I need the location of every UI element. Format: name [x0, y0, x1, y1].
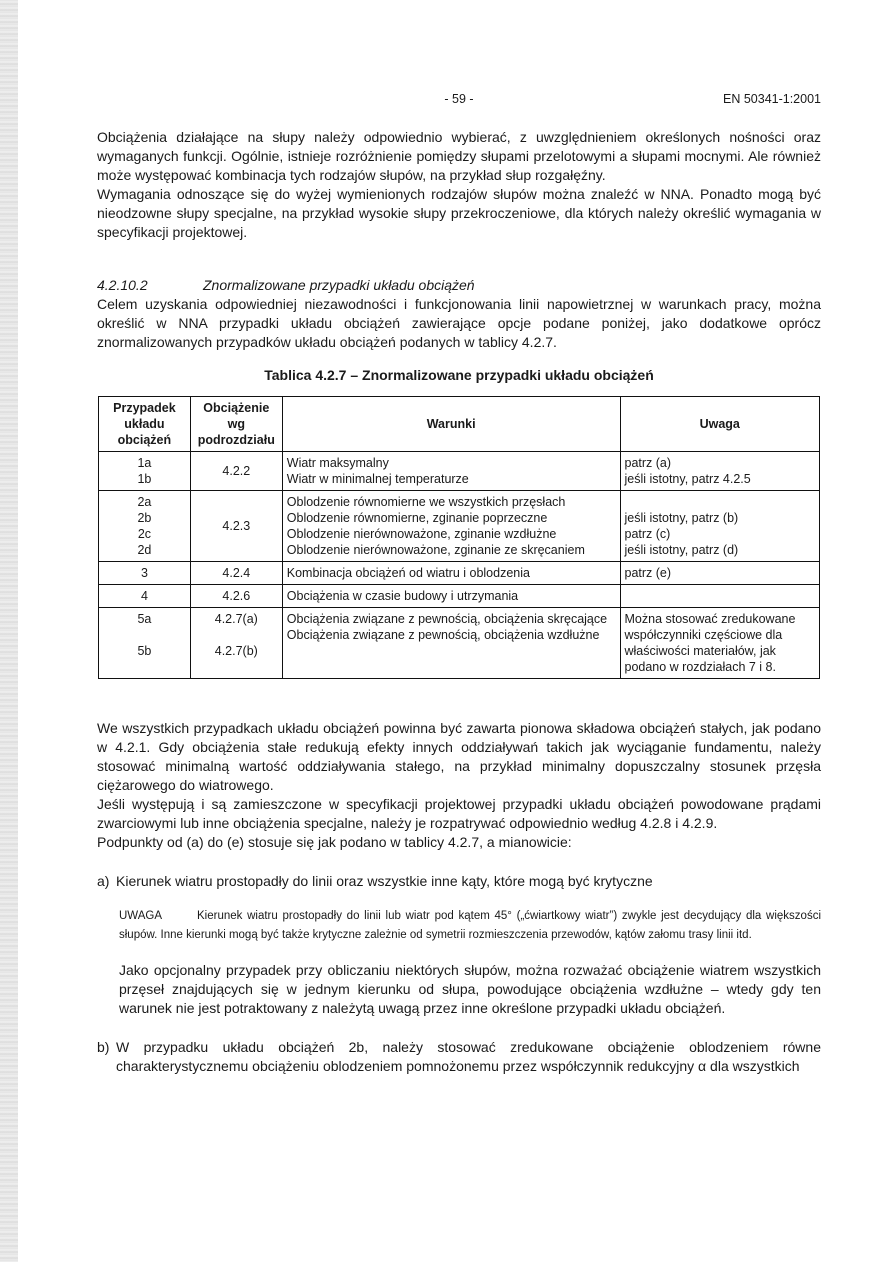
list-marker-a: a) — [97, 873, 110, 889]
page-number: - 59 - — [444, 92, 474, 106]
table-header-row — [99, 397, 820, 452]
conditions-cell: Obciążenia w czasie budowy i utrzymania — [282, 585, 620, 608]
remark-text: patrz (a) — [624, 456, 672, 470]
table-row — [99, 608, 820, 679]
condition-text: Wiatr w minimalnej temperaturze — [286, 472, 469, 486]
load-ref: 4.2.7(a) — [214, 612, 258, 626]
table-row — [99, 562, 820, 585]
remark-cell: Można stosować zredukowane współczynniki częściowe dla właściwości materiałów, jak podano w rozdziałach 7 i 8. — [620, 608, 820, 679]
condition-text: Obciążenia związane z pewnością, obciążenia wzdłużne — [286, 628, 600, 642]
remark-text — [625, 494, 816, 510]
remark-cell — [620, 585, 820, 608]
case-label: 1a — [137, 456, 152, 470]
list-marker-b: b) — [97, 1039, 110, 1055]
remark-text: jeśli istotny, patrz (b) — [624, 511, 739, 525]
remark-cell: patrz (e) — [620, 562, 820, 585]
load-cases-table — [98, 396, 820, 679]
case-label: 2d — [137, 543, 152, 557]
case-label: 5b — [137, 644, 152, 658]
remark-text: jeśli istotny, patrz (d) — [624, 543, 739, 557]
conditions-cell — [282, 608, 620, 679]
note-block — [119, 907, 821, 945]
page-header — [97, 92, 821, 108]
table-title: Tablica 4.2.7 – Znormalizowane przypadki układu obciążeń — [264, 367, 654, 383]
case-cell — [99, 491, 191, 562]
case-cell — [99, 452, 191, 491]
remark-cell — [620, 452, 820, 491]
load-cell — [190, 608, 282, 679]
header-remark: Uwaga — [620, 397, 820, 452]
condition-text: Oblodzenie równomierne, zginanie poprzeczne — [286, 511, 548, 525]
table-row — [99, 585, 820, 608]
paragraph-5: Jeśli występują i są zamieszczone w specyfikacji projektowej przypadki układu obciążeń powodowane prądami zwarciowymi lub inne obciążenia specjalne, należy je rozpatrywać odpowiednio według 4.2.8 i 4.2.9. — [97, 796, 821, 831]
section-title: Znormalizowane przypadki układu obciążeń — [203, 277, 475, 293]
paragraph-1: Obciążenia działające na słupy należy odpowiednio wybierać, z uwzględnieniem określonych nośności oraz wymaganych funkcji. Ogólnie, istnieje rozróżnienie pomiędzy słupami przelotowymi a słupami mocnymi. Ale również może występować kombinacja tych rodzajów słupów, na przykład słup rozgałęźny. — [97, 129, 821, 183]
list-text-a: Kierunek wiatru prostopadły do linii oraz wszystkie inne kąty, które mogą być krytyczne — [116, 873, 653, 889]
conditions-cell — [282, 452, 620, 491]
remark-text: jeśli istotny, patrz 4.2.5 — [624, 472, 751, 486]
case-label: 2c — [137, 527, 152, 541]
paragraph-4: We wszystkich przypadkach układu obciążeń powinna być zawarta pionowa składowa obciążeń stałych, jak podano w 4.2.1. Gdy obciążenia stałe redukują efekty innych oddziaływań takich jak wyciąganie fundamentu, należy stosować minimalną wartość oddziaływania stałego, na przykład minimalny dopuszczalny stosunek przęsła ciężarowego do wiatrowego. — [97, 720, 821, 793]
scan-edge-shading — [0, 0, 18, 1262]
conditions-cell: Kombinacja obciążeń od wiatru i oblodzenia — [282, 562, 620, 585]
table-row — [99, 491, 820, 562]
list-text-b: W przypadku układu obciążeń 2b, należy stosować zredukowane obciążenie oblodzeniem równe charakterystycznemu obciążeniu oblodzeniem pomnożonemu przez współczynnik redukcyjny α dla wszystkich — [116, 1039, 821, 1074]
paragraph-3: Celem uzyskania odpowiedniej niezawodności i funkcjonowania linii napowietrznej w warunkach pracy, można określić w NNA przypadki układu obciążeń zawierające opcje podane poniżej, jako dodatkowe oprócz znormalizowanych przypadków układu obciążeń podanych w tablicy 4.2.7. — [97, 296, 821, 350]
condition-text: Wiatr maksymalny — [286, 456, 389, 470]
condition-text: Obciążenia związane z pewnością, obciążenia skręcające — [286, 612, 608, 626]
case-label: 5a — [137, 612, 152, 626]
case-label: 2a — [137, 495, 152, 509]
paragraph-6: Podpunkty od (a) do (e) stosuje się jak podano w tablicy 4.2.7, a mianowicie: — [97, 834, 572, 850]
list-item-b — [97, 1038, 821, 1076]
remark-cell — [620, 491, 820, 562]
optional-case-paragraph: Jako opcjonalny przypadek przy obliczaniu niektórych słupów, można rozważać obciążenie wiatrem wszystkich przęseł znajdujących się w jednym kierunku od słupa, powodujące obciążenia wzdłużne – wtedy gdy ten warunek nie jest potraktowany z należytą uwagą przez inne określone przypadki układu obciążeń. — [119, 962, 821, 1016]
condition-text: Oblodzenie równomierne we wszystkich przęsłach — [286, 495, 566, 509]
header-conditions: Warunki — [282, 397, 620, 452]
case-cell — [99, 608, 191, 679]
remark-text: patrz (c) — [624, 527, 671, 541]
header-load: Obciążenie wg podrozdziału — [190, 397, 282, 452]
list-item-a — [97, 872, 821, 891]
load-cell: 4.2.4 — [190, 562, 282, 585]
section-number: 4.2.10.2 — [97, 277, 148, 293]
section-heading — [97, 276, 821, 295]
page-body — [97, 128, 821, 1076]
load-ref: 4.2.7(b) — [214, 644, 258, 658]
document-id: EN 50341-1:2001 — [723, 92, 821, 106]
case-label: 2b — [137, 511, 152, 525]
load-cell: 4.2.3 — [190, 491, 282, 562]
case-cell: 3 — [99, 562, 191, 585]
load-cell: 4.2.6 — [190, 585, 282, 608]
conditions-cell — [282, 491, 620, 562]
note-label: UWAGA — [119, 910, 163, 922]
condition-text: Oblodzenie nierównoważone, zginanie ze skręcaniem — [286, 543, 585, 557]
table-row — [99, 452, 820, 491]
note-text: Kierunek wiatru prostopadły do linii lub wiatr pod kątem 45° („ćwiartkowy wiatr”) zwykle jest decydujący dla większości słupów. Inne kierunki mogą być także krytyczne zależnie od symetrii rozmieszczenia przewodów, kątów załomu trasy linii itd. — [119, 910, 821, 941]
header-case: Przypadek układu obciążeń — [99, 397, 191, 452]
load-cell: 4.2.2 — [190, 452, 282, 491]
condition-text: Oblodzenie nierównoważone, zginanie wzdłużne — [286, 527, 557, 541]
paragraph-2: Wymagania odnoszące się do wyżej wymienionych rodzajów słupów można znaleźć w NNA. Ponadto mogą być nieodzowne słupy specjalne, na przykład wysokie słupy przekroczeniowe, dla których należy określić wymagania w specyfikacji projektowej. — [97, 186, 821, 240]
case-cell: 4 — [99, 585, 191, 608]
case-label: 1b — [137, 472, 152, 486]
